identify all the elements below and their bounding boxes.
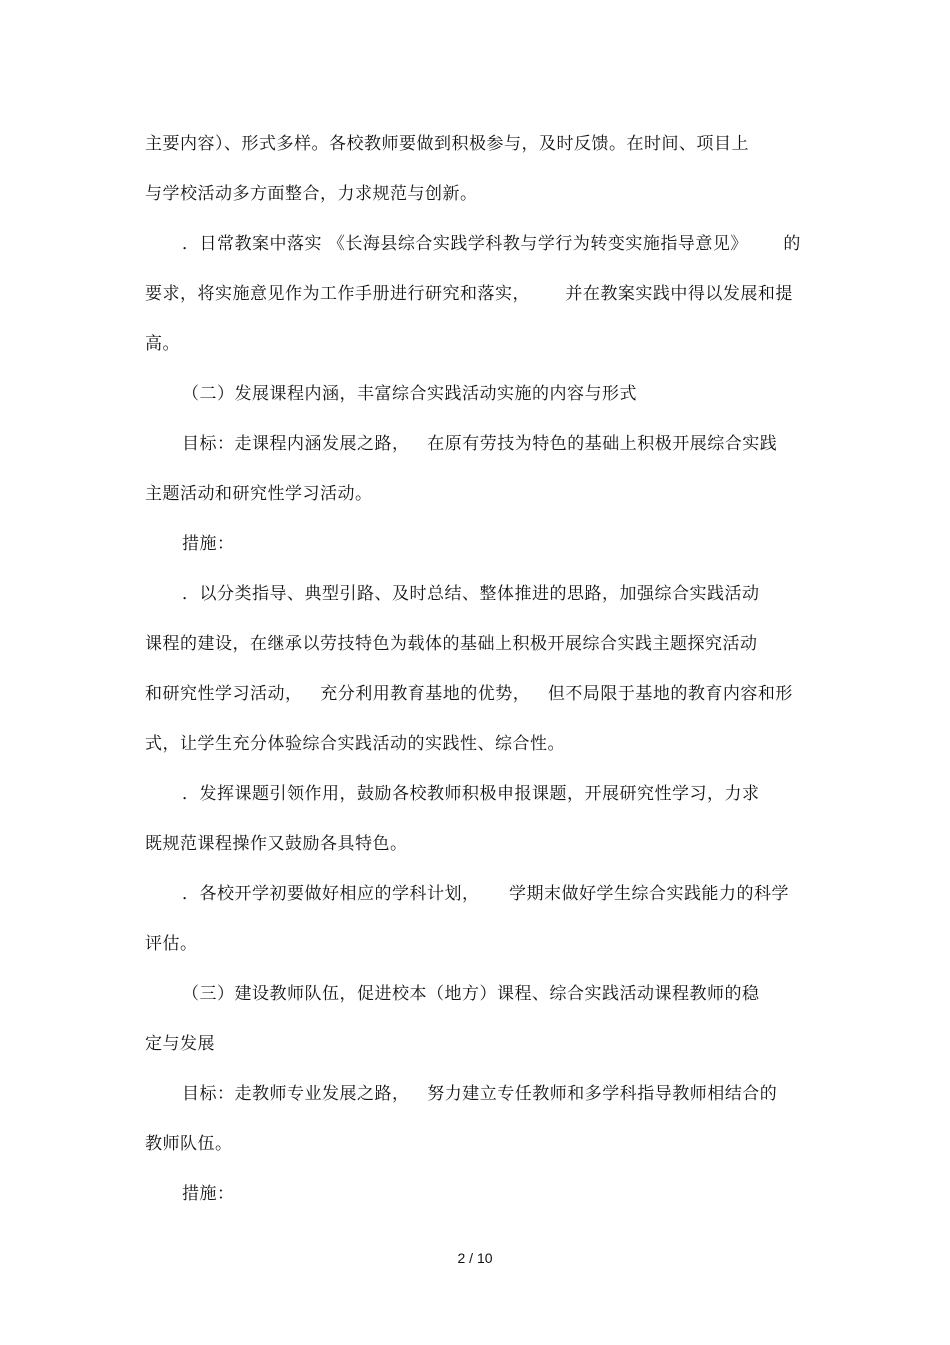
text-line: 措施： [182, 534, 235, 554]
text-line: 式，让学生充分体验综合实践活动的实践性、综合性。 [145, 734, 565, 754]
text-line: 要求，将实施意见作为工作手册进行研究和落实， 并在教案实践中得以发展和提 [145, 284, 793, 304]
text-line: 评估。 [145, 934, 198, 954]
text-line: 主题活动和研究性学习活动。 [145, 484, 373, 504]
text-line: 主要内容）、形式多样。各校教师要做到积极参与，及时反馈。在时间、项目上 [145, 134, 749, 154]
page-number: 2 / 10 [457, 1250, 493, 1266]
text-line: 既规范课程操作又鼓励各具特色。 [145, 834, 408, 854]
text-line: 教师队伍。 [145, 1134, 233, 1154]
text-line: 目标：走教师专业发展之路， 努力建立专任教师和多学科指导教师相结合的 [182, 1084, 778, 1104]
text-line: 课程的建设，在继承以劳技特色为载体的基础上积极开展综合实践主题探究活动 [145, 634, 758, 654]
text-line: ．以分类指导、典型引路、及时总结、整体推进的思路，加强综合实践活动 [182, 584, 760, 604]
text-line: ．发挥课题引领作用，鼓励各校教师积极申报课题，开展研究性学习，力求 [182, 784, 760, 804]
text-line: ．各校开学初要做好相应的学科计划， 学期末做好学生综合实践能力的科学 [182, 884, 790, 904]
text-line: 和研究性学习活动， 充分利用教育基地的优势， 但不局限于基地的教育内容和形 [145, 684, 793, 704]
text-line: 措施： [182, 1184, 235, 1204]
text-line: 目标：走课程内涵发展之路， 在原有劳技为特色的基础上积极开展综合实践 [182, 434, 778, 454]
text-line: 定与发展 [145, 1034, 215, 1054]
text-line: 与学校活动多方面整合，力求规范与创新。 [145, 184, 478, 204]
section-heading: （三）建设教师队伍，促进校本（地方）课程、综合实践活动课程教师的稳 [182, 984, 760, 1004]
text-line: ．日常教案中落实 《长海县综合实践学科教与学行为转变实施指导意见》 的 [182, 234, 801, 254]
section-heading: （二）发展课程内涵，丰富综合实践活动实施的内容与形式 [182, 384, 637, 404]
text-line: 高。 [145, 334, 180, 354]
